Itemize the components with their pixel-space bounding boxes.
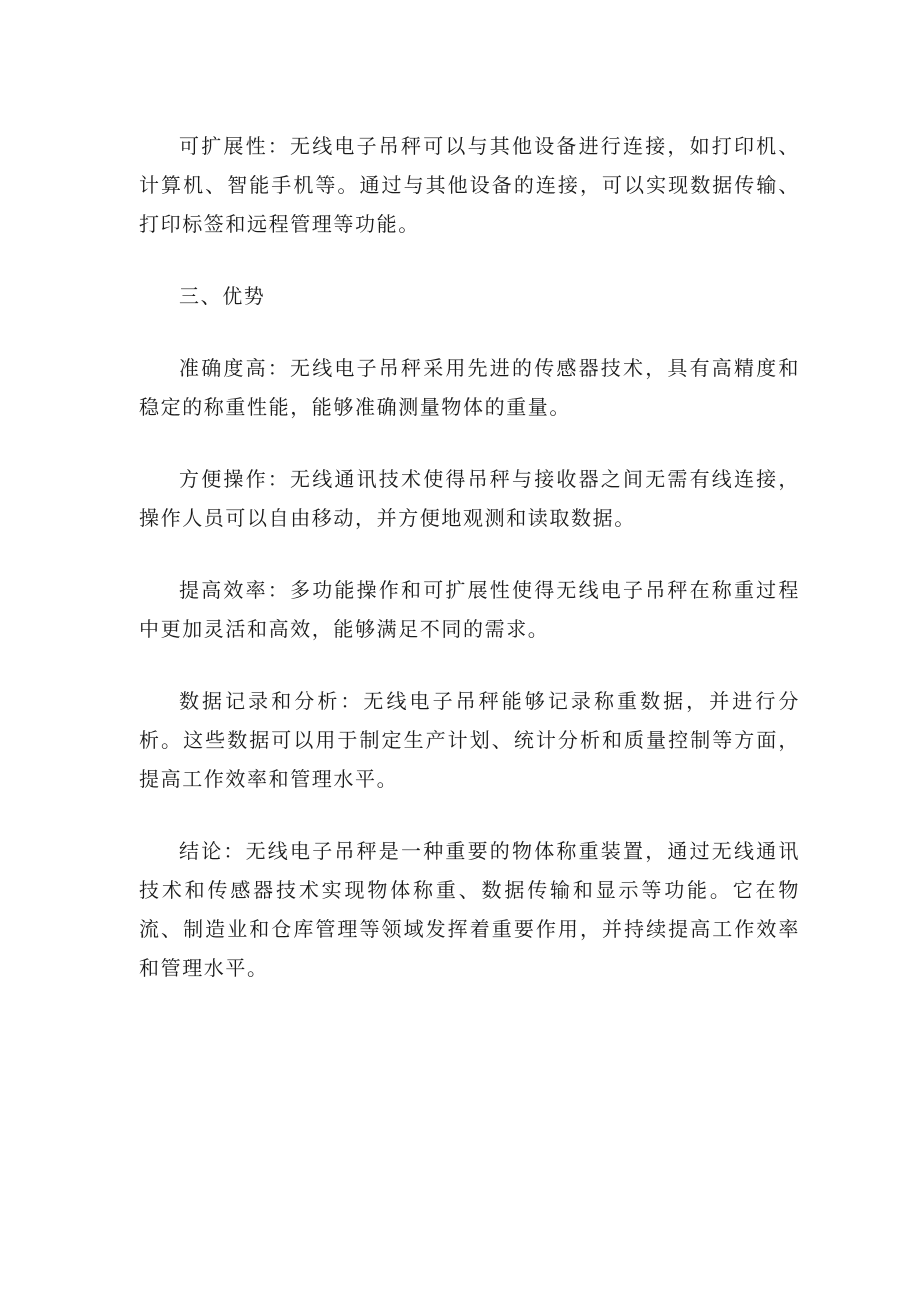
paragraph-data-recording: 数据记录和分析：无线电子吊秤能够记录称重数据，并进行分析。这些数据可以用于制定生产计划、统计分析和质量控制等方面，提高工作效率和管理水平。	[139, 689, 800, 791]
paragraph-convenience: 方便操作：无线通讯技术使得吊秤与接收器之间无需有线连接，操作人员可以自由移动，并方便地观测和读取数据。	[139, 467, 800, 530]
section-heading-advantages: 三、优势	[179, 284, 266, 308]
paragraph-scalability: 可扩展性：无线电子吊秤可以与其他设备进行连接，如打印机、计算机、智能手机等。通过与其他设备的连接，可以实现数据传输、打印标签和远程管理等功能。	[139, 134, 800, 236]
paragraph-accuracy: 准确度高：无线电子吊秤采用先进的传感器技术，具有高精度和稳定的称重性能，能够准确测量物体的重量。	[139, 356, 800, 419]
paragraph-conclusion: 结论：无线电子吊秤是一种重要的物体称重装置，通过无线通讯技术和传感器技术实现物体称重、数据传输和显示等功能。它在物流、制造业和仓库管理等领域发挥着重要作用，并持续提高工作效率和管理水平。	[139, 839, 800, 980]
paragraph-efficiency: 提高效率：多功能操作和可扩展性使得无线电子吊秤在称重过程中更加灵活和高效，能够满足不同的需求。	[139, 578, 800, 641]
